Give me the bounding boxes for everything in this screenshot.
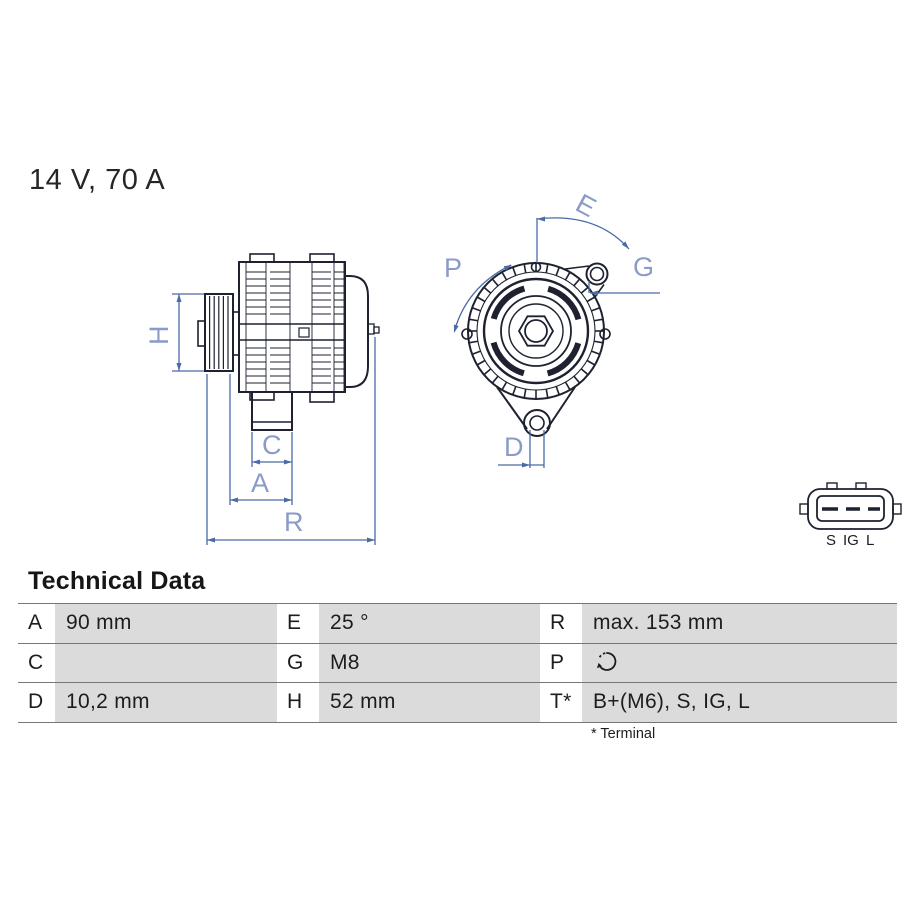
segmented-ring	[482, 277, 591, 386]
terminal-footnote: * Terminal	[591, 726, 656, 742]
terminal-stud	[368, 324, 379, 334]
side-view-drawing	[140, 246, 432, 548]
technical-data-title: Technical Data	[28, 567, 206, 595]
front-view-drawing	[430, 185, 690, 485]
mounting-foot	[252, 392, 292, 430]
spec-p-value	[582, 644, 897, 683]
table-row	[18, 604, 897, 644]
dimension-label-e: E	[570, 188, 601, 223]
spec-c-value	[55, 644, 277, 683]
spec-d-value: 10,2 mm	[55, 683, 277, 722]
dimension-label-r: R	[284, 507, 304, 537]
inner-ring-2	[509, 304, 563, 358]
rear-cover	[345, 276, 368, 387]
alternator-body	[239, 254, 345, 402]
spec-r-label: R	[540, 604, 582, 643]
spec-h-value: 52 mm	[319, 683, 540, 722]
cooling-fins	[246, 262, 344, 392]
pin-label-l: L	[866, 532, 875, 549]
spec-d-label: D	[18, 683, 55, 722]
spec-t-value: B+(M6), S, IG, L	[582, 683, 897, 722]
rating-text: 14 V, 70 A	[29, 164, 166, 196]
dimension-label-h: H	[144, 325, 174, 345]
dimension-label-d: D	[504, 432, 524, 462]
spec-a-label: A	[18, 604, 55, 643]
inner-ring-1	[501, 296, 571, 366]
dimension-c	[252, 430, 292, 467]
stator-ring	[484, 279, 588, 383]
gear-ring	[468, 263, 604, 399]
dimension-label-a: A	[251, 468, 270, 498]
pulley	[198, 294, 239, 371]
spec-e-value: 25 °	[319, 604, 540, 643]
spec-a-value: 90 mm	[55, 604, 277, 643]
connector-body	[800, 483, 901, 529]
connector-drawing	[794, 476, 908, 552]
spec-c-label: C	[18, 644, 55, 683]
hex-nut	[519, 316, 553, 345]
spec-g-label: G	[277, 644, 319, 683]
spec-r-value: max. 153 mm	[582, 604, 897, 643]
spec-t-label: T*	[540, 683, 582, 722]
spec-p-label: P	[540, 644, 582, 683]
technical-data-table	[18, 603, 897, 723]
dimension-label-g: G	[633, 252, 655, 282]
spec-g-value: M8	[319, 644, 540, 683]
dimension-a	[230, 374, 292, 505]
table-row	[18, 644, 897, 684]
spec-e-label: E	[277, 604, 319, 643]
dimension-label-c: C	[262, 430, 282, 460]
dimension-label-p: P	[444, 253, 463, 283]
rotation-icon	[593, 650, 619, 675]
table-row	[18, 683, 897, 723]
pin-label-ig: IG	[843, 532, 859, 549]
dimension-g	[589, 252, 660, 296]
spec-h-label: H	[277, 683, 319, 722]
dimension-e	[537, 188, 629, 263]
dimension-h	[144, 294, 204, 371]
pin-label-s: S	[826, 532, 837, 549]
